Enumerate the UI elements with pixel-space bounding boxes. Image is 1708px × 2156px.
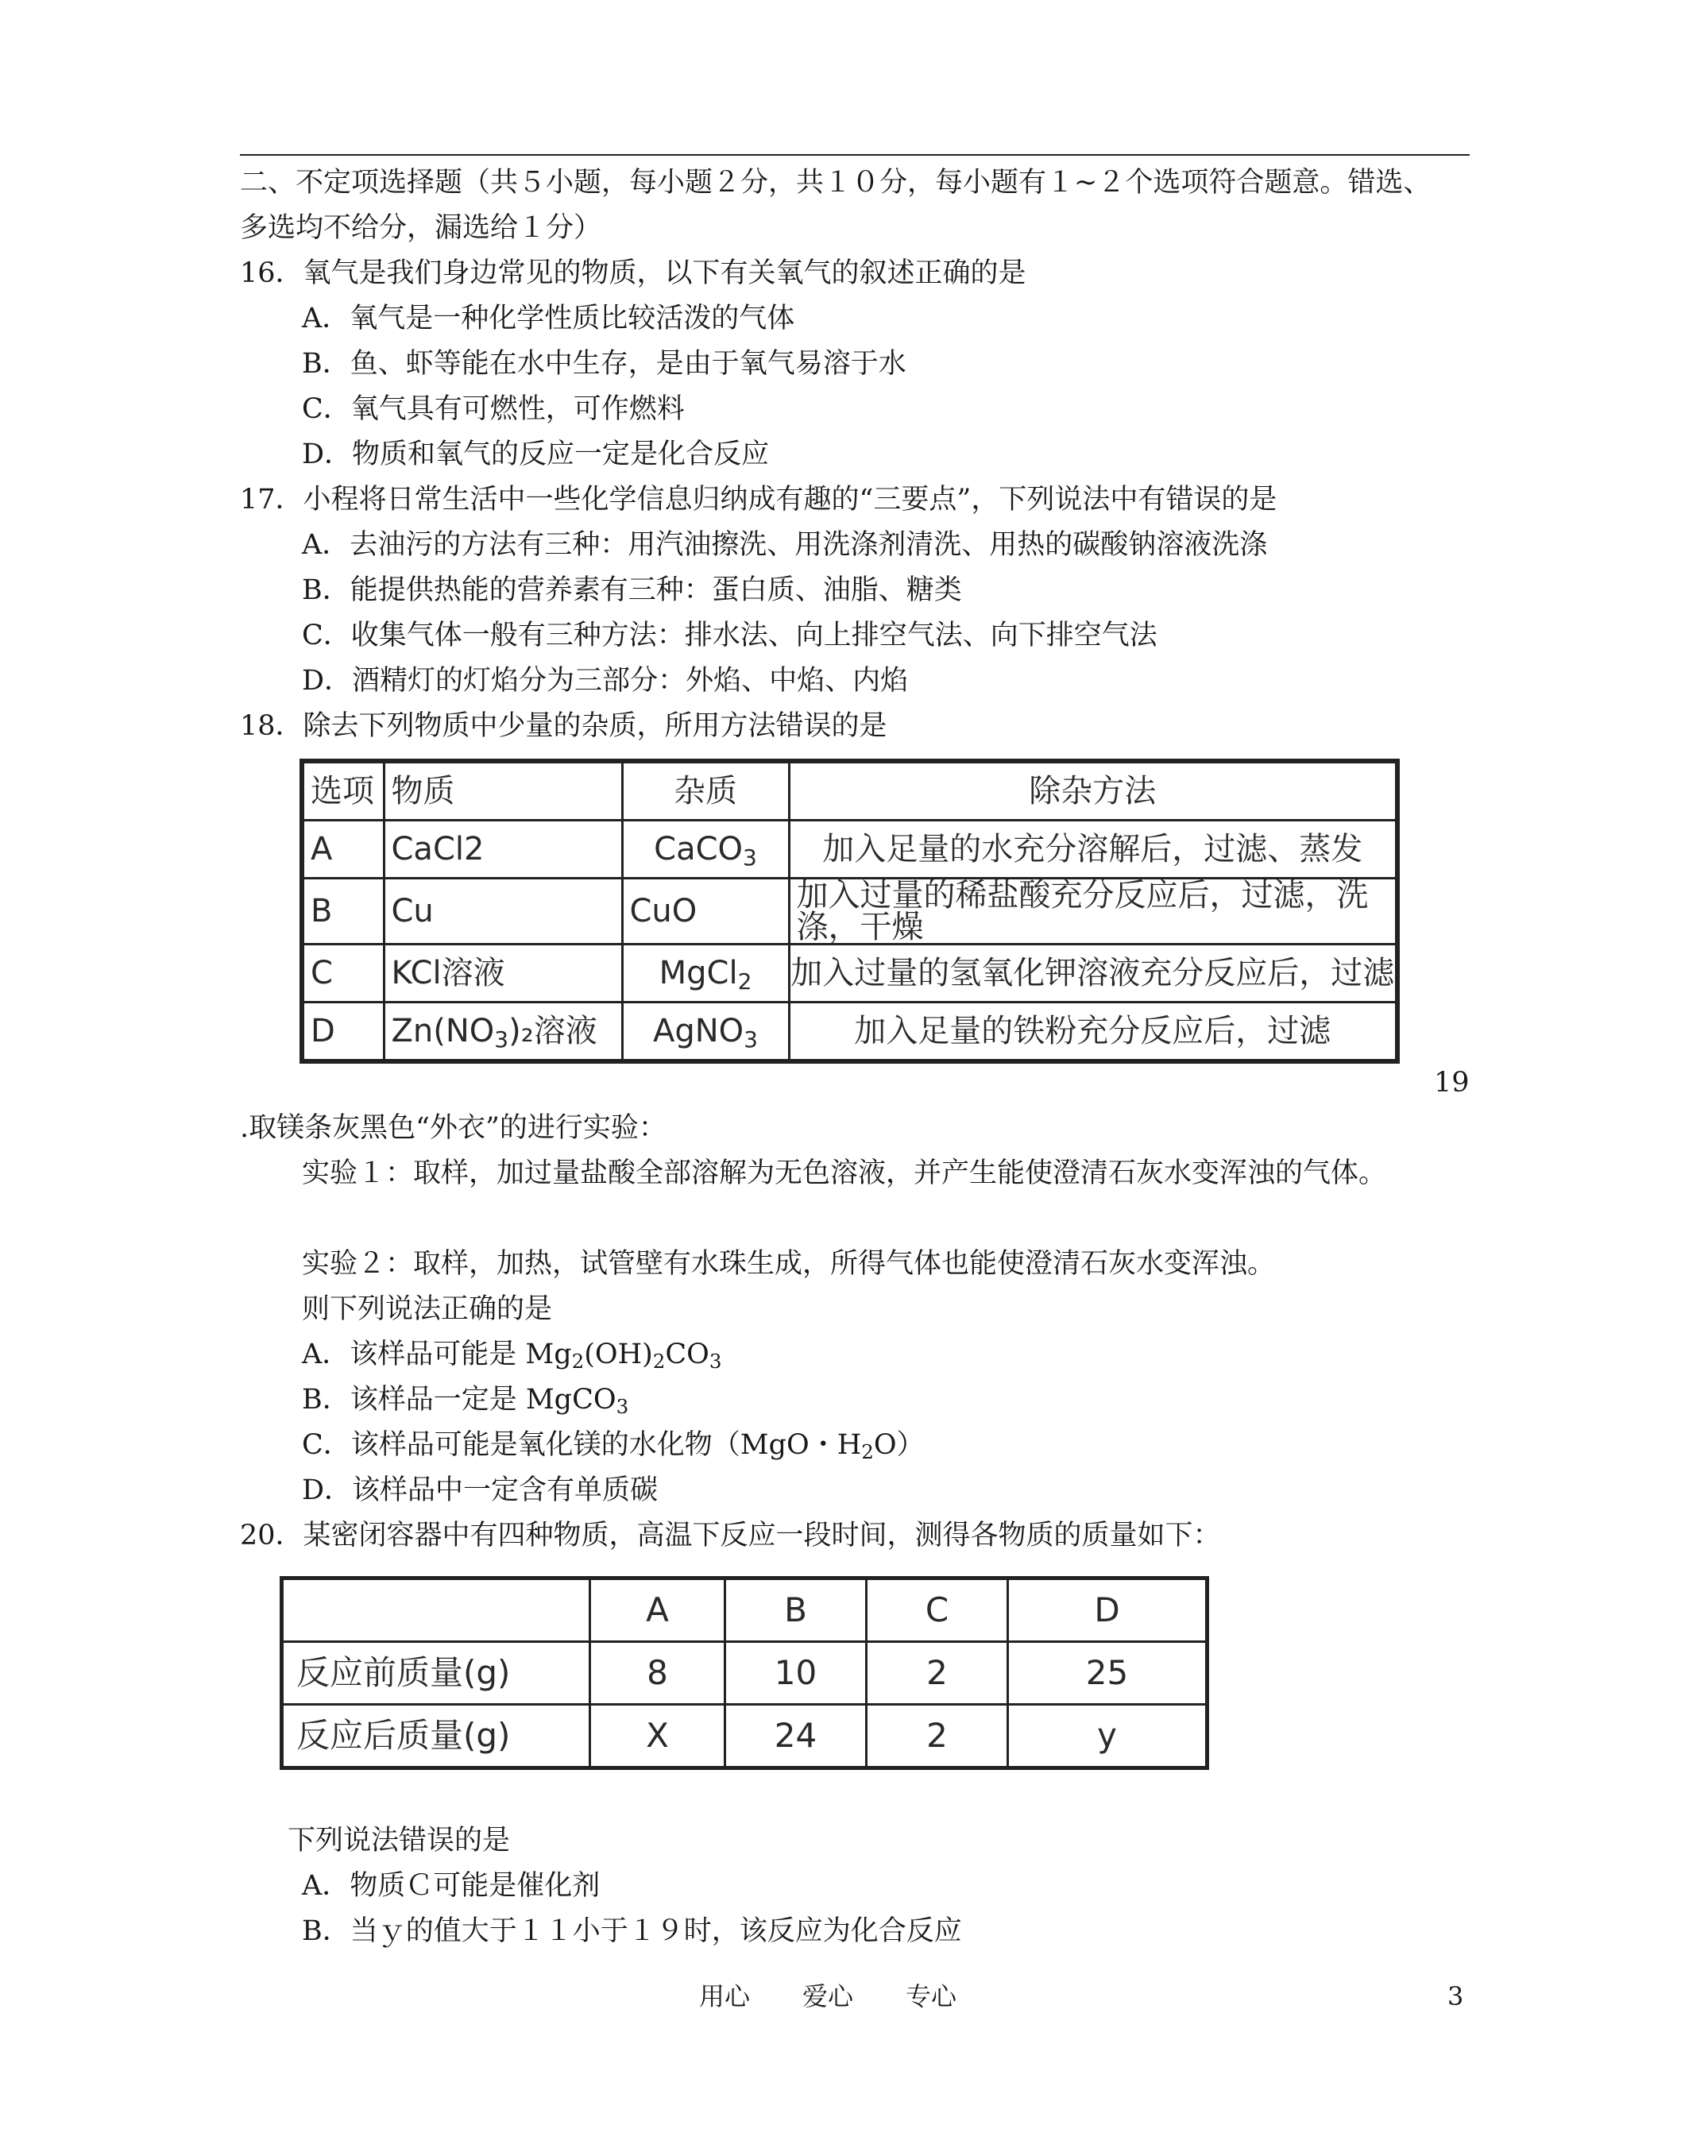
- q18-row-b-option: B: [302, 879, 384, 945]
- q17-stem: 17．小程将日常生活中一些化学信息归纳成有趣的“三要点”，下列说法中有错误的是: [240, 484, 1277, 516]
- q18-header-option: 选项: [302, 761, 384, 821]
- q19-option-a: A．该样品可能是 $Mg_2(OH)_2CO_3$: [302, 1339, 722, 1374]
- q18-row-d-impurity: AgNO$_3$: [622, 1003, 789, 1062]
- q16-option-a: A．氧气是一种化学性质比较活泼的气体: [302, 303, 795, 334]
- q19-option-c: C．该样品可能是氧化镁的水化物（MgO・$H_2O$）: [302, 1429, 925, 1464]
- table-row: [282, 1705, 1208, 1768]
- q18-header-impurity: 杂质: [622, 761, 789, 821]
- table-row: [282, 1642, 1208, 1705]
- q20-cell: y: [1008, 1705, 1208, 1768]
- q19-option-b: B．该样品一定是 MgCO$_3$: [302, 1384, 629, 1419]
- q16-option-b: B．鱼、虾等能在水中生存，是由于氧气易溶于水: [302, 348, 906, 380]
- footer-item-2: 爱心: [802, 1981, 854, 2011]
- q18-table: [299, 759, 1400, 1064]
- q18-row-a-substance: CaCl2: [384, 821, 622, 879]
- q20-cell: 8: [590, 1642, 725, 1705]
- q20-option-b: B．当ｙ的值大于１１小于１９时，该反应为化合反应: [302, 1915, 962, 1947]
- q17-option-c: C．收集气体一般有三种方法：排水法、向上排空气法、向下排空气法: [302, 620, 1157, 651]
- table-row: [302, 821, 1397, 879]
- q20-header-a: A: [590, 1578, 725, 1642]
- q20-header-d: D: [1008, 1578, 1208, 1642]
- q19-number: 19: [1434, 1067, 1470, 1099]
- q18-stem: 18．除去下列物质中少量的杂质，所用方法错误的是: [240, 710, 887, 742]
- q16-option-d: D．物质和氧气的反应一定是化合反应: [302, 439, 770, 470]
- footer-item-1: 用心: [699, 1981, 751, 2011]
- q20-cell: 2: [867, 1705, 1008, 1768]
- q16-option-c: C．氧气具有可燃性，可作燃料: [302, 393, 685, 425]
- q18-row-c-substance: KCl溶液: [384, 945, 622, 1003]
- q18-row-a-impurity: CaCO$_3$: [622, 821, 789, 879]
- q20-cell: 10: [725, 1642, 867, 1705]
- q20-row-after-label: 反应后质量(g): [282, 1705, 590, 1768]
- q20-header-c: C: [867, 1578, 1008, 1642]
- q18-row-d-option: D: [302, 1003, 384, 1062]
- q19-experiment-2: 实验２：取样，加热，试管壁有水珠生成，所得气体也能使澄清石灰水变浑浊。: [302, 1248, 1276, 1280]
- q20-option-a: A．物质Ｃ可能是催化剂: [302, 1870, 601, 1902]
- q20-cell: 2: [867, 1642, 1008, 1705]
- q20-prompt: 下列说法错误的是: [288, 1825, 511, 1857]
- q18-row-d-method: 加入足量的铁粉充分反应后，过滤: [789, 1003, 1397, 1062]
- q18-header-method: 除杂方法: [789, 761, 1397, 821]
- q20-table: [280, 1576, 1209, 1770]
- q17-option-a: A．去油污的方法有三种：用汽油擦洗、用洗涤剂清洗、用热的碳酸钠溶液洗涤: [302, 529, 1268, 561]
- q18-row-d-substance: $Zn(NO_3)_2$溶液: [384, 1003, 622, 1062]
- q18-row-a-option: A: [302, 821, 384, 879]
- q17-option-b: B．能提供热能的营养素有三种：蛋白质、油脂、糖类: [302, 574, 962, 606]
- q19-option-d: D．该样品中一定含有单质碳: [302, 1474, 659, 1506]
- q16-stem: 16．氧气是我们身边常见的物质，以下有关氧气的叙述正确的是: [240, 257, 1026, 289]
- section-header-line2: 多选均不给分，漏选给１分）: [240, 212, 602, 244]
- q18-row-b-impurity: CuO: [622, 879, 789, 945]
- q20-stem: 20．某密闭容器中有四种物质，高温下反应一段时间，测得各物质的质量如下：: [240, 1520, 1221, 1551]
- q20-header-blank: [282, 1578, 590, 1642]
- q20-cell: 24: [725, 1705, 867, 1768]
- q18-header-row: [302, 761, 1397, 821]
- q20-header-b: B: [725, 1578, 867, 1642]
- q19-stem: .取镁条灰黑色“外衣”的进行实验：: [240, 1112, 667, 1144]
- q18-header-substance: 物质: [384, 761, 622, 821]
- header-rule: [240, 154, 1470, 156]
- q18-row-c-option: C: [302, 945, 384, 1003]
- q18-row-c-method: 加入过量的氢氧化钾溶液充分反应后，过滤: [789, 945, 1397, 1003]
- q19-prompt: 则下列说法正确的是: [302, 1293, 553, 1325]
- q18-row-c-impurity: MgCl$_2$: [622, 945, 789, 1003]
- q18-row-b-substance: Cu: [384, 879, 622, 945]
- table-row: [302, 879, 1397, 945]
- q20-row-before-label: 反应前质量(g): [282, 1642, 590, 1705]
- q20-header-row: [282, 1578, 1208, 1642]
- q19-experiment-1: 实验１：取样，加过量盐酸全部溶解为无色溶液，并产生能使澄清石灰水变浑浊的气体。: [302, 1157, 1387, 1189]
- table-row: [302, 1003, 1397, 1062]
- section-header-line1: 二、不定项选择题（共５小题，每小题２分，共１０分，每小题有１~２个选项符合题意。错选、: [240, 167, 1432, 199]
- q18-row-b-method: 加入过量的稀盐酸充分反应后，过滤，洗涤，干燥: [789, 879, 1397, 945]
- q20-cell: X: [590, 1705, 725, 1768]
- page-number: 3: [1447, 1981, 1464, 2011]
- footer-item-3: 专心: [906, 1981, 957, 2011]
- table-row: [302, 945, 1397, 1003]
- q17-option-d: D．酒精灯的灯焰分为三部分：外焰、中焰、内焰: [302, 665, 909, 697]
- q20-cell: 25: [1008, 1642, 1208, 1705]
- q18-row-a-method: 加入足量的水充分溶解后，过滤、蒸发: [789, 821, 1397, 879]
